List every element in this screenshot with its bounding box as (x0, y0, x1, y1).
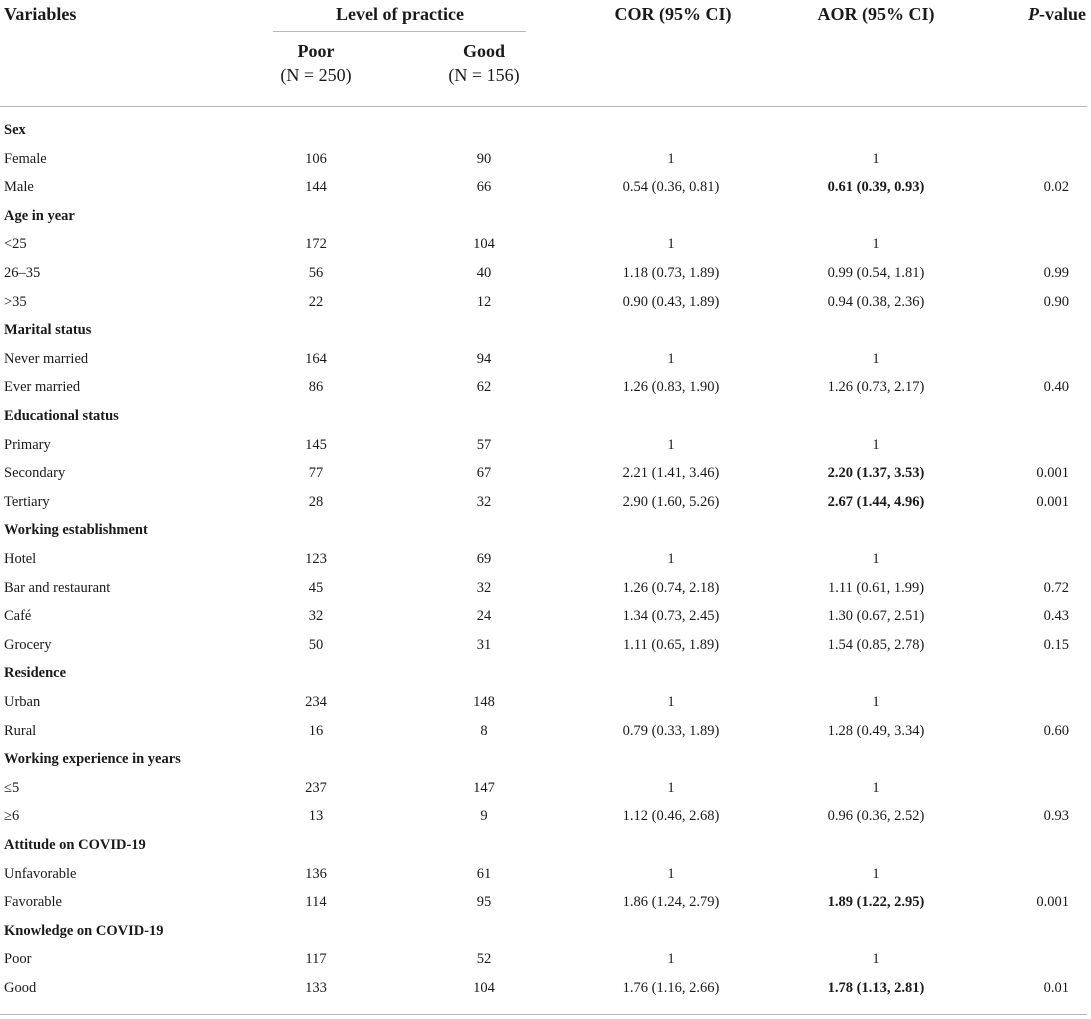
cell-good: 8 (480, 723, 488, 739)
cell-aor: 1 (872, 694, 880, 710)
cell-aor: 0.96 (0.36, 2.52) (827, 808, 925, 824)
row-label: ≤5 (4, 780, 20, 796)
cell-aor: 0.61 (0.39, 0.93) (827, 179, 925, 195)
row-label: Hotel (4, 551, 37, 567)
cell-poor: 77 (308, 465, 324, 481)
header-variables: Variables (4, 4, 77, 24)
row-label: ≥6 (4, 808, 20, 824)
row-label: Female (4, 151, 47, 167)
cell-p-value: 0.72 (1043, 580, 1069, 596)
cell-cor: 2.21 (1.41, 3.46) (622, 465, 720, 481)
cell-aor: 2.67 (1.44, 4.96) (827, 494, 925, 510)
cell-cor: 1.76 (1.16, 2.66) (622, 980, 720, 996)
cell-poor: 136 (305, 866, 327, 882)
cell-p-value: 0.001 (1036, 494, 1069, 510)
cell-p-value: 0.90 (1043, 294, 1069, 310)
cell-good: 66 (476, 179, 492, 195)
cell-poor: 234 (305, 694, 327, 710)
cell-good: 57 (476, 437, 492, 453)
header-poor-n: (N = 250) (280, 65, 352, 85)
cell-cor: 0.90 (0.43, 1.89) (622, 294, 720, 310)
cell-poor: 123 (305, 551, 327, 567)
cell-good: 40 (476, 265, 492, 281)
row-label: Urban (4, 694, 41, 710)
cell-poor: 144 (305, 179, 327, 195)
row-label: Poor (4, 951, 32, 967)
cell-aor: 1.54 (0.85, 2.78) (827, 637, 925, 653)
cell-poor: 32 (308, 608, 324, 624)
header-poor-group (280, 39, 351, 87)
cell-aor: 1 (872, 151, 880, 167)
row-label: Tertiary (4, 494, 50, 510)
cell-aor: 1.26 (0.73, 2.17) (827, 379, 925, 395)
cell-aor: 0.94 (0.38, 2.36) (827, 294, 925, 310)
header-bottom-rule (0, 106, 1087, 107)
table-bottom-rule (0, 1014, 1087, 1015)
header-good: Good (462, 41, 506, 61)
header-good-group (448, 39, 519, 87)
cell-cor: 1 (667, 151, 675, 167)
group-heading: Working experience in years (4, 751, 181, 767)
cell-poor: 164 (305, 351, 327, 367)
cell-good: 67 (476, 465, 492, 481)
cell-cor: 1 (667, 951, 675, 967)
cell-poor: 172 (305, 236, 327, 252)
group-heading: Working establishment (4, 522, 148, 538)
cell-cor: 1.18 (0.73, 1.89) (622, 265, 720, 281)
header-spanner-rule (273, 31, 526, 32)
cell-poor: 237 (305, 780, 327, 796)
cell-aor: 1 (872, 780, 880, 796)
cell-cor: 1.11 (0.65, 1.89) (622, 637, 720, 653)
cell-good: 52 (476, 951, 492, 967)
row-label: Male (4, 179, 34, 195)
cell-poor: 22 (308, 294, 324, 310)
row-label: Good (4, 980, 37, 996)
cell-cor: 1 (667, 236, 675, 252)
cell-p-value: 0.15 (1043, 637, 1069, 653)
row-label: Secondary (4, 465, 66, 481)
cell-good: 32 (476, 580, 492, 596)
cell-p-value: 0.93 (1043, 808, 1069, 824)
cell-p-value: 0.40 (1043, 379, 1069, 395)
group-heading: Knowledge on COVID-19 (4, 923, 164, 939)
row-label: Primary (4, 437, 51, 453)
row-label: <25 (4, 236, 27, 252)
cell-poor: 106 (305, 151, 327, 167)
cell-cor: 1.26 (0.74, 2.18) (622, 580, 720, 596)
row-label: Unfavorable (4, 866, 77, 882)
cell-aor: 1 (872, 551, 880, 567)
cell-cor: 1.26 (0.83, 1.90) (622, 379, 720, 395)
group-heading: Educational status (4, 408, 119, 424)
cell-p-value: 0.001 (1036, 894, 1069, 910)
cell-good: 148 (473, 694, 495, 710)
cell-good: 12 (476, 294, 492, 310)
cell-poor: 50 (308, 637, 324, 653)
cell-good: 69 (476, 551, 492, 567)
cell-cor: 1 (667, 866, 675, 882)
group-heading: Age in year (4, 208, 75, 224)
cell-p-value: 0.01 (1043, 980, 1069, 996)
cell-aor: 1.89 (1.22, 2.95) (827, 894, 925, 910)
group-heading: Attitude on COVID-19 (4, 837, 146, 853)
cell-good: 147 (473, 780, 495, 796)
cell-aor: 1.78 (1.13, 2.81) (827, 980, 925, 996)
cell-poor: 28 (308, 494, 324, 510)
header-level-of-practice: Level of practice (336, 4, 464, 24)
row-label: Grocery (4, 637, 52, 653)
cell-cor: 0.79 (0.33, 1.89) (622, 723, 720, 739)
cell-cor: 0.54 (0.36, 0.81) (622, 179, 720, 195)
group-heading: Sex (4, 122, 26, 138)
cell-aor: 1 (872, 437, 880, 453)
cell-good: 95 (476, 894, 492, 910)
row-label: Never married (4, 351, 89, 367)
cell-poor: 13 (308, 808, 324, 824)
cell-good: 32 (476, 494, 492, 510)
row-label: Rural (4, 723, 37, 739)
cell-cor: 1 (667, 437, 675, 453)
cell-good: 90 (476, 151, 492, 167)
cell-aor: 0.99 (0.54, 1.81) (827, 265, 925, 281)
cell-p-value: 0.001 (1036, 465, 1069, 481)
cell-poor: 86 (308, 379, 324, 395)
cell-poor: 145 (305, 437, 327, 453)
cell-cor: 1.12 (0.46, 2.68) (622, 808, 720, 824)
cell-cor: 1 (667, 694, 675, 710)
cell-aor: 2.20 (1.37, 3.53) (827, 465, 925, 481)
row-label: 26–35 (4, 265, 41, 281)
cell-poor: 16 (308, 723, 324, 739)
header-poor: Poor (297, 41, 335, 61)
cell-good: 31 (476, 637, 492, 653)
cell-poor: 133 (305, 980, 327, 996)
cell-cor: 1 (667, 780, 675, 796)
header-p-italic: P (1028, 4, 1039, 24)
cell-poor: 45 (308, 580, 324, 596)
cell-p-value: 0.02 (1043, 179, 1069, 195)
cell-aor: 1 (872, 951, 880, 967)
header-cor: COR (95% CI) (614, 4, 732, 24)
cell-p-value: 0.99 (1043, 265, 1069, 281)
header-p-value (1028, 3, 1086, 25)
row-label: Favorable (4, 894, 62, 910)
group-heading: Residence (4, 665, 67, 681)
cell-cor: 2.90 (1.60, 5.26) (622, 494, 720, 510)
row-label: Bar and restaurant (4, 580, 111, 596)
group-heading: Marital status (4, 322, 92, 338)
cell-good: 24 (476, 608, 492, 624)
cell-poor: 114 (305, 894, 327, 910)
cell-cor: 1.34 (0.73, 2.45) (622, 608, 720, 624)
cell-p-value: 0.43 (1043, 608, 1069, 624)
cell-good: 104 (473, 980, 495, 996)
cell-good: 61 (476, 866, 492, 882)
cell-aor: 1.11 (0.61, 1.99) (827, 580, 925, 596)
cell-good: 9 (480, 808, 488, 824)
cell-good: 62 (476, 379, 492, 395)
cell-p-value: 0.60 (1043, 723, 1069, 739)
cell-aor: 1.28 (0.49, 3.34) (827, 723, 925, 739)
cell-aor: 1 (872, 351, 880, 367)
cell-aor: 1 (872, 866, 880, 882)
cell-cor: 1.86 (1.24, 2.79) (622, 894, 720, 910)
cell-cor: 1 (667, 351, 675, 367)
cell-good: 94 (476, 351, 492, 367)
header-p-rest: -value (1039, 4, 1086, 24)
cell-aor: 1 (872, 236, 880, 252)
cell-poor: 56 (308, 265, 324, 281)
row-label: >35 (4, 294, 27, 310)
row-label: Café (4, 608, 32, 624)
cell-poor: 117 (305, 951, 327, 967)
row-label: Ever married (4, 379, 81, 395)
header-good-n: (N = 156) (448, 65, 520, 85)
cell-good: 104 (473, 236, 495, 252)
cell-aor: 1.30 (0.67, 2.51) (827, 608, 925, 624)
cell-cor: 1 (667, 551, 675, 567)
header-aor: AOR (95% CI) (817, 4, 935, 24)
